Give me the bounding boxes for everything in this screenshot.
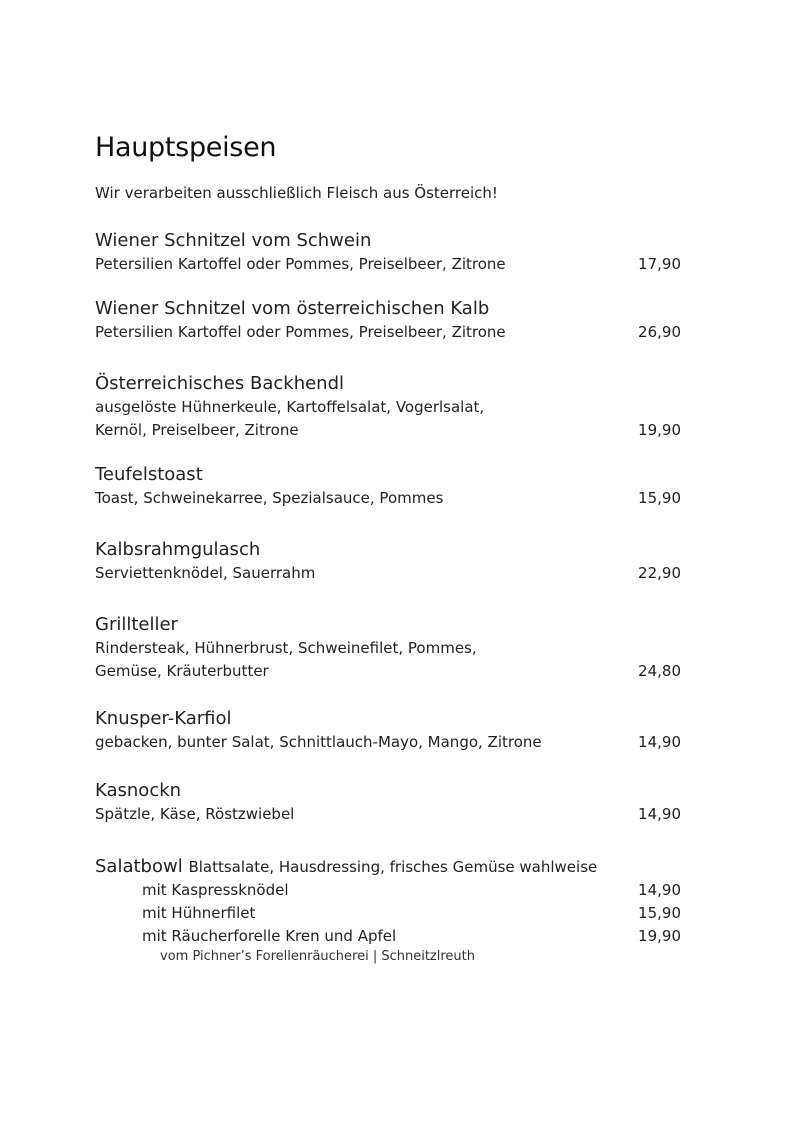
option-price: 15,90 <box>638 904 681 922</box>
item-price: 26,90 <box>638 323 681 341</box>
item-description: gebacken, bunter Salat, Schnittlauch-Mayo, Mango, Zitrone <box>95 733 542 751</box>
salat-option <box>95 925 681 948</box>
salat-option <box>95 902 681 925</box>
item-description: Spätzle, Käse, Röstzwiebel <box>95 805 295 823</box>
salat-option <box>95 879 681 902</box>
item-description: Gemüse, Kräuterbutter <box>95 662 269 680</box>
item-description: ausgelöste Hühnerkeule, Kartoffelsalat, Vogerlsalat, <box>95 398 485 416</box>
item-name: Teufelstoast <box>95 464 203 485</box>
item-name: Österreichisches Backhendl <box>95 373 345 394</box>
item-price: 24,80 <box>638 662 681 680</box>
item-name: Kalbsrahmgulasch <box>95 539 261 560</box>
item-description: Serviettenknödel, Sauerrahm <box>95 564 316 582</box>
option-label: mit Räucherforelle Kren und Apfel <box>142 927 397 945</box>
menu-item <box>95 463 681 510</box>
item-price: 15,90 <box>638 489 681 507</box>
item-name: Kasnockn <box>95 780 182 801</box>
item-description: Rindersteak, Hühnerbrust, Schweinefilet, Pommes, <box>95 639 477 657</box>
option-price: 14,90 <box>638 881 681 899</box>
item-price: 14,90 <box>638 805 681 823</box>
option-label: mit Kaspressknödel <box>142 881 289 899</box>
intro-text: Wir verarbeiten ausschließlich Fleisch aus Österreich! <box>95 184 498 202</box>
supplier-note: vom Pichner’s Forellenräucherei | Schneitzlreuth <box>160 949 476 964</box>
item-description: Petersilien Kartoffel oder Pommes, Preiselbeer, Zitrone <box>95 323 506 341</box>
menu-item <box>95 613 681 683</box>
item-name: Wiener Schnitzel vom Schwein <box>95 230 372 251</box>
option-label: mit Hühnerfilet <box>142 904 256 922</box>
page-title: Hauptspeisen <box>95 132 277 163</box>
menu-item <box>95 229 681 276</box>
item-name: Wiener Schnitzel vom österreichischen Kalb <box>95 298 490 319</box>
item-price: 22,90 <box>638 564 681 582</box>
item-price: 14,90 <box>638 733 681 751</box>
option-price: 19,90 <box>638 927 681 945</box>
menu-item <box>95 538 681 585</box>
item-price: 17,90 <box>638 255 681 273</box>
menu-item <box>95 779 681 826</box>
menu-item-salatbowl <box>95 855 681 966</box>
item-name: Salatbowl <box>95 856 183 877</box>
item-description: Petersilien Kartoffel oder Pommes, Preiselbeer, Zitrone <box>95 255 506 273</box>
menu-item <box>95 707 681 754</box>
menu-item <box>95 372 681 442</box>
item-price: 19,90 <box>638 421 681 439</box>
item-description: Toast, Schweinekarree, Spezialsauce, Pommes <box>95 489 444 507</box>
item-name: Grillteller <box>95 614 178 635</box>
item-name: Knusper-Karfiol <box>95 708 232 729</box>
menu-item <box>95 297 681 344</box>
item-description: Kernöl, Preiselbeer, Zitrone <box>95 421 299 439</box>
item-description: Blattsalate, Hausdressing, frisches Gemüse wahlweise <box>188 858 598 876</box>
